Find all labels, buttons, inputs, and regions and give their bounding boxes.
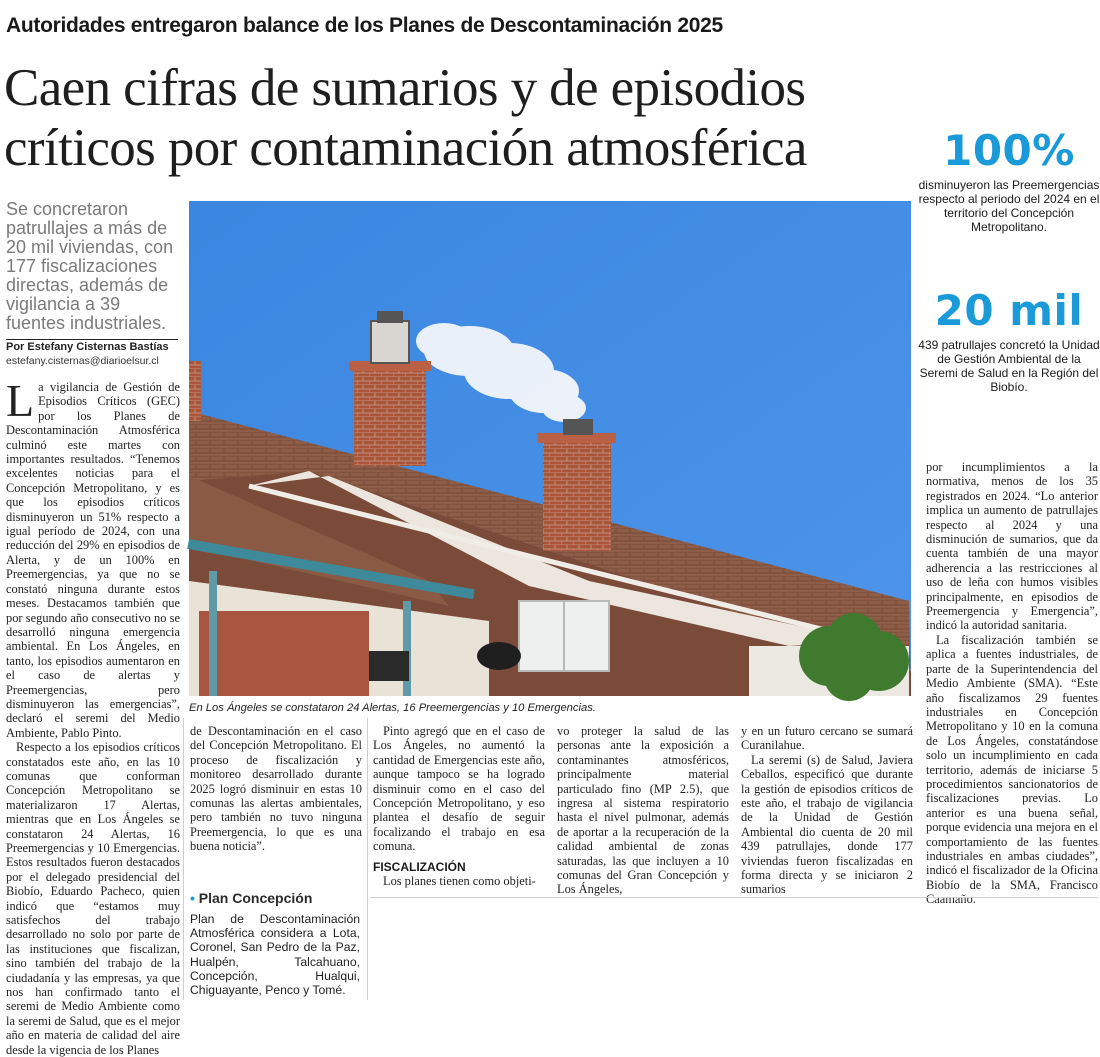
bottom-rule — [370, 897, 1098, 898]
stat-preemergencias-value: 100% — [943, 126, 1075, 175]
box-text: Plan de Descontaminación Atmosférica considera a Lota, Coronel, San Pedro de la Paz, Hualpén, Talcahuano, Concepción, Hualqui, Chiguayante, Penco y Tomé. — [190, 912, 360, 998]
bullet-icon: • — [190, 890, 195, 906]
stat-patrullajes-text: 439 patrullajes concretó la Unidad de Gestión Ambiental de la Seremi de Salud en la Región del Biobío. — [918, 338, 1100, 394]
body-column-3 — [373, 724, 545, 888]
column-divider — [367, 718, 368, 1000]
box-title: • Plan Concepción — [190, 890, 313, 906]
headline-line-1: Caen cifras de sumarios y de episodios — [4, 59, 806, 117]
paragraph: La vigilancia de Gestión de Episodios Críticos (GEC) por los Planes de Descontaminación Atmosférica culminó este martes con importantes resultados. “Tenemos excelentes noticias para el Concepción Metropolitano, y es que los episodios críticos disminuyeron un 51% respecto a igual período de 2024, con una reducción del 29% en episodios de Alerta, y de un 100% en Preemergencias, ya que no se constató ninguna durante estos meses. Destacamos también que por segundo año consecutivo no se desarrolló ninguna emergencia ambiental. En Los Ángeles, en tanto, los episodios aumentaron en el caso de alertas y Preemergencias, pero disminuyeron las emergencias”, declaró el seremi del Medio Ambiente, Pablo Pinto. — [6, 375, 180, 740]
body-column-6 — [926, 460, 1098, 907]
headline-line-2: críticos por contaminación atmosférica — [4, 119, 807, 177]
paragraph: por incumplimientos a la normativa, menos de los 35 registrados en 2024. “Lo anterior implica un aumento de patrullajes respecto al 2024 y una disminución de sumarios, que da cuenta también de una mayor adherencia a las restricciones al uso de leña con humos visibles principalmente, en episodios de Preemergencia y Emergencia”, indicó la autoridad sanitaria. — [926, 460, 1098, 633]
author-email[interactable]: estefany.cisternas@diarioelsur.cl — [6, 355, 159, 367]
photo-caption: En Los Ángeles se constataron 24 Alertas, 16 Preemergencias y 10 Emergencias. — [189, 702, 596, 714]
paragraph: Los planes tienen como objeti- — [383, 874, 536, 889]
kicker: Autoridades entregaron balance de los Planes de Descontaminación 2025 — [6, 14, 723, 37]
paragraph: La seremi (s) de Salud, Javiera Ceballos, especificó que durante la gestión de episodios críticos de este año, el trabajo de vigilancia de la Unidad de Gestión Ambiental dio cuenta de 20 mil 439 patrullajes, donde 177 viviendas fueron fiscalizadas en forma directa y se iniciaron 2 sumarios — [741, 752, 913, 897]
rooftop-chimney-illustration — [189, 201, 911, 696]
drop-cap: L — [6, 375, 35, 426]
body-column-2 — [190, 724, 362, 854]
subhead-fiscalizacion: FISCALIZACIÓN — [373, 859, 466, 874]
paragraph: Respecto a los episodios críticos constatados este año, en las 10 comunas que conforman Concepción Metropolitano se materializaron 17 Alertas, mientras que en Los Ángeles se constataron 24 Alertas, 16 Preemergencias y 10 Emergencias. Estos resultados fueron destacados por el delegado presidencial del Biobío, Eduardo Pacheco, quien indicó que “estamos muy satisfechos del trabajo desarrollado no solo por parte de las instituciones que fiscalizan, sino también del trabajo de la ciudadanía y las empresas, ya que nos han confirmado tanto el seremi de Medio Ambiente como la seremi de Salud, que es el mejor año en materia de calidad del aire desde la vigencia de los Planes — [6, 740, 180, 1057]
paragraph: de Descontaminación en el caso del Concepción Metropolitano. El proceso de fiscalización y monitoreo desarrollado durante 2025 logró disminuir en estas 10 comunas las alertas ambientales, pero también no tuvo ninguna Preemergencia, lo que es una buena noticia”. — [190, 724, 362, 854]
stat-patrullajes-value: 20 mil — [934, 286, 1084, 335]
headline — [4, 58, 924, 178]
byline: Por Estefany Cisternas Bastías — [6, 341, 169, 353]
body-column-5 — [741, 724, 913, 897]
stat-preemergencias-text: disminuyeron las Preemergencias respecto al periodo del 2024 en el territorio del Concepción Metropolitano. — [918, 178, 1100, 234]
deck: Se concretaron patrullajes a más de 20 mil viviendas, con 177 fiscalizaciones directas, además de vigilancia a 39 fuentes industriales. — [6, 199, 174, 333]
paragraph: y en un futuro cercano se sumará Curanilahue. — [741, 724, 913, 753]
body-column-4 — [557, 724, 729, 897]
body-column-1 — [6, 375, 180, 1057]
paragraph: La fiscalización también se aplica a fuentes industriales, de parte de la Superintendencia del Medio Ambiente (SMA). “Este año fiscalizamos 29 fuentes industriales en Concepción Metropolitano y 10 en la comuna de Los Ángeles, constatándose solo un incumplimiento en cada territorio, además de iniciarse 5 procedimientos sancionatorios de fiscalizaciones previas. Lo anterior es una buena señal, porque evidencia una mejora en el comportamiento de las fuentes industriales en ambas ciudades”, indicó el fiscalizador de la Oficina Biobío de la SMA, Francisco Caamaño. — [926, 632, 1098, 907]
paragraph: Pinto agregó que en el caso de Los Ángeles, no aumentó la cantidad de Emergencias este año, aunque tampoco se ha logrado disminuir como en el caso del Concepción Metropolitano, y eso plantea el desafío de seguir focalizando el trabajo en esa comuna. — [373, 724, 545, 854]
paragraph: vo proteger la salud de las personas ante la exposición a contaminantes atmosféricos, principalmente material particulado fino (MP 2.5), que ingresa al sistema respiratorio hasta el nivel pulmonar, además de aportar a la recuperación de la calidad ambiental de zonas saturadas, las que incluyen a 10 comunas del Gran Concepción y Los Ángeles, — [557, 724, 729, 897]
byline-rule — [6, 339, 178, 340]
article-photo — [189, 201, 911, 696]
column-divider — [183, 718, 184, 1000]
